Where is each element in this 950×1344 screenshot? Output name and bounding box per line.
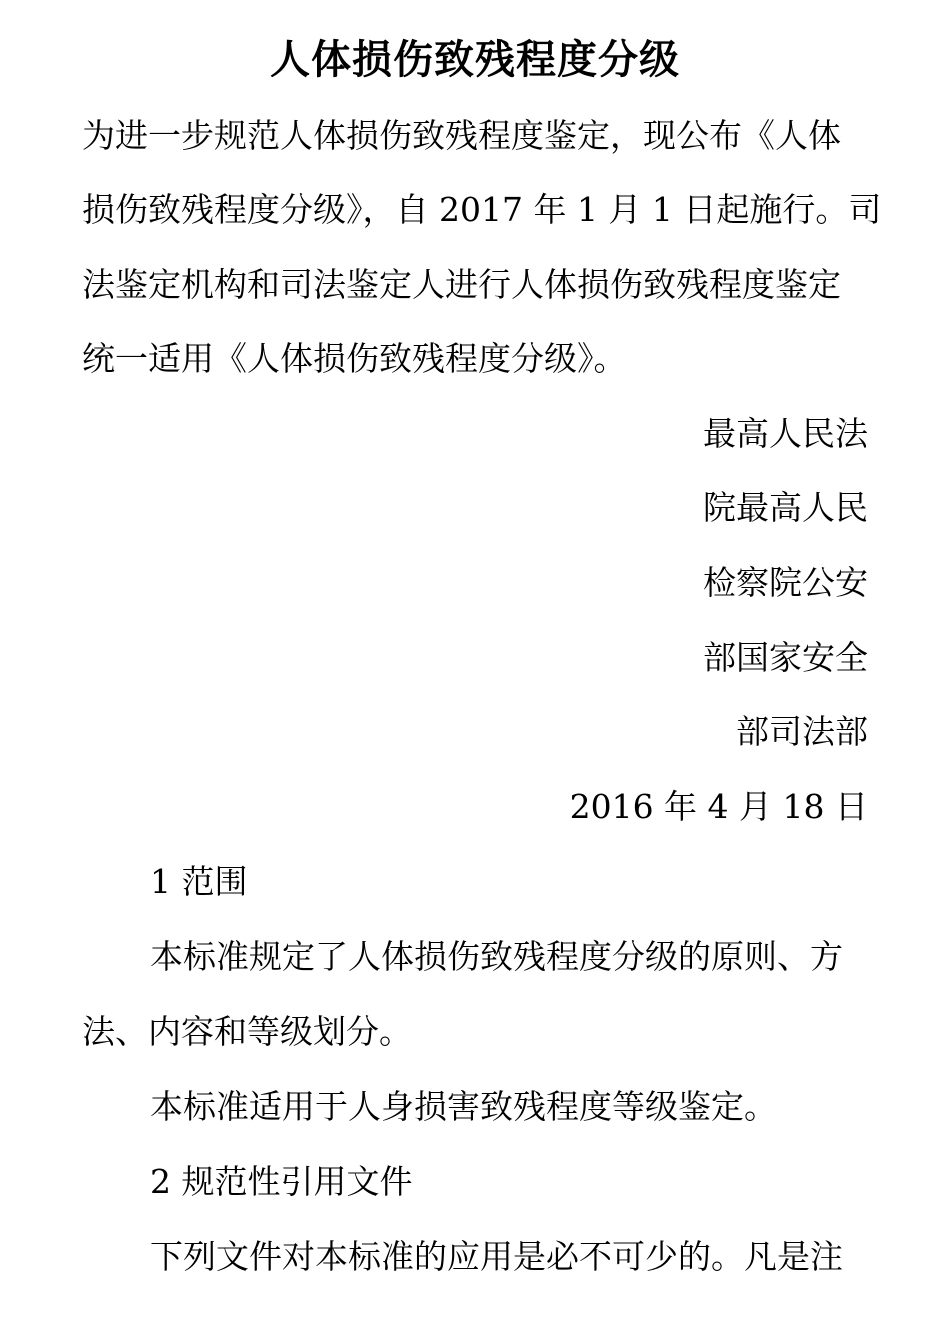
section-1-applicability: 本标准适用于人身损害致残程度等级鉴定。 — [150, 1087, 777, 1126]
document-title: 人体损伤致残程度分级 — [270, 37, 680, 83]
intro-line-3: 法鉴定机构和司法鉴定人进行人体损伤致残程度鉴定 — [82, 265, 841, 304]
intro-line-1: 为进一步规范人体损伤致残程度鉴定，现公布《人体 — [82, 116, 841, 155]
signature-line-2: 院最高人民 — [703, 488, 868, 527]
section-1-paragraph-line-1: 本标准规定了人体损伤致残程度分级的原则、方 — [150, 937, 843, 976]
section-2-paragraph-line-1: 下列文件对本标准的应用是必不可少的。凡是注 — [150, 1237, 843, 1276]
section-1-heading: 1 范围 — [150, 862, 248, 901]
document-date: 2016 年 4 月 18 日 — [569, 787, 868, 826]
section-2-heading: 2 规范性引用文件 — [150, 1162, 413, 1201]
intro-line-4: 统一适用《人体损伤致残程度分级》。 — [82, 339, 627, 378]
signature-line-5: 部司法部 — [736, 712, 868, 751]
section-1-paragraph-line-2: 法、内容和等级划分。 — [82, 1012, 412, 1051]
signature-line-4: 部国家安全 — [703, 638, 868, 677]
intro-line-2: 损伤致残程度分级》，自 2017 年 1 月 1 日起施行。司 — [82, 190, 882, 229]
signature-line-3: 检察院公安 — [703, 563, 868, 602]
signature-line-1: 最高人民法 — [703, 414, 868, 453]
